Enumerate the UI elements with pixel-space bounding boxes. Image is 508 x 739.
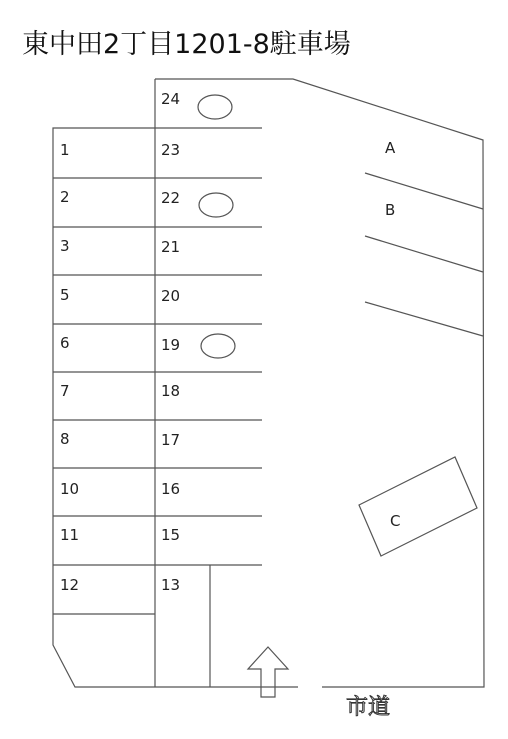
space-label-b: B bbox=[385, 201, 396, 219]
space-label-7: 7 bbox=[60, 382, 70, 400]
space-label-22: 22 bbox=[161, 189, 181, 207]
space-label-1: 1 bbox=[60, 141, 70, 159]
space-label-10: 10 bbox=[60, 480, 80, 498]
entrance-arrow-icon bbox=[248, 647, 288, 697]
space-label-23: 23 bbox=[161, 141, 181, 159]
lot-boundary bbox=[155, 79, 484, 687]
space-label-6: 6 bbox=[60, 334, 70, 352]
space-label-8: 8 bbox=[60, 430, 70, 448]
space-label-15: 15 bbox=[161, 526, 181, 544]
occupied-marker-19 bbox=[201, 334, 235, 358]
lot-boundary-left bbox=[53, 128, 298, 687]
space-label-17: 17 bbox=[161, 431, 181, 449]
space-label-3: 3 bbox=[60, 237, 70, 255]
space-label-12: 12 bbox=[60, 576, 80, 594]
space-label-a: A bbox=[385, 139, 396, 157]
space-label-24: 24 bbox=[161, 90, 181, 108]
occupied-marker-22 bbox=[199, 193, 233, 217]
space-label-18: 18 bbox=[161, 382, 181, 400]
road-label: 市道 bbox=[346, 695, 391, 720]
space-label-20: 20 bbox=[161, 287, 181, 305]
space-label-5: 5 bbox=[60, 286, 70, 304]
right-dividers bbox=[365, 173, 483, 336]
space-label-13: 13 bbox=[161, 576, 181, 594]
space-label-2: 2 bbox=[60, 188, 70, 206]
space-c-outline bbox=[359, 457, 477, 556]
space-label-11: 11 bbox=[60, 526, 80, 544]
occupied-marker-24 bbox=[198, 95, 232, 119]
space-label-21: 21 bbox=[161, 238, 181, 256]
space-label-16: 16 bbox=[161, 480, 181, 498]
space-label-19: 19 bbox=[161, 336, 181, 354]
middle-rows bbox=[155, 128, 262, 687]
page-title: 東中田2丁目1201-8駐車場 bbox=[22, 29, 351, 60]
space-label-c: C bbox=[390, 512, 401, 530]
